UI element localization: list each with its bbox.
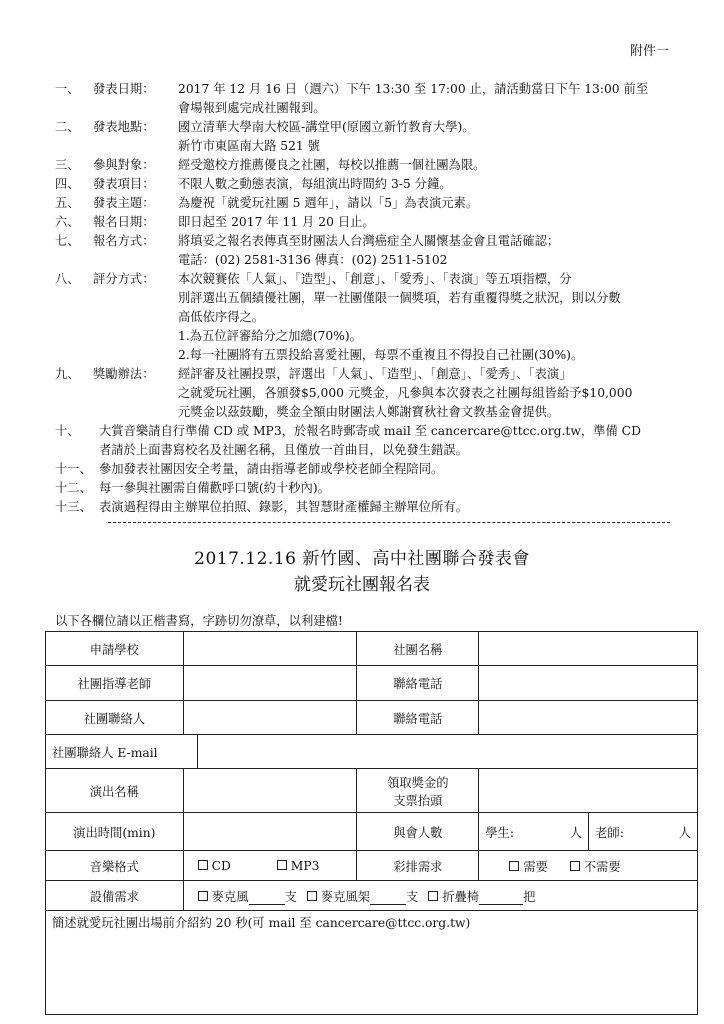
equipment-label: 設備需求: [46, 881, 184, 911]
need-checkbox[interactable]: [509, 861, 519, 871]
cd-checkbox[interactable]: [198, 860, 208, 870]
chair-qty-field[interactable]: [479, 904, 523, 905]
mp3-label: MP3: [290, 858, 320, 873]
intro-field[interactable]: [46, 911, 698, 1015]
performance-name-label: 演出名稱: [46, 769, 184, 813]
rule-item: [55, 118, 685, 156]
form-row-contact: [46, 701, 698, 735]
duration-label: 演出時間(min): [46, 813, 184, 851]
mp3-checkbox[interactable]: [277, 860, 287, 870]
rule-item: [55, 479, 685, 498]
dashed-divider: [108, 522, 670, 523]
rule-item: [55, 270, 685, 365]
rule-body: [99, 460, 685, 479]
rule-number: 五、: [55, 196, 80, 210]
chair-label: 折疊椅: [442, 889, 480, 904]
rule-body: [178, 80, 685, 118]
rule-item: [55, 175, 685, 194]
mic-stand-qty-field[interactable]: [370, 904, 406, 905]
chair-checkbox[interactable]: [428, 891, 438, 901]
advisor-field[interactable]: [183, 666, 357, 701]
rule-body: [178, 213, 685, 232]
form-row-equipment: [46, 881, 698, 911]
club-name-label: 社團名稱: [357, 632, 479, 666]
cheque-title-label: [357, 769, 479, 813]
cheque-title-field[interactable]: [479, 769, 698, 813]
rule-line: 即日起至 2017 年 11 月 20 日止。: [178, 215, 375, 229]
rule-number: 十二、: [55, 481, 92, 495]
rule-line: 經評審及社團投票，評選出「人氣」、「造型」、「創意」、「愛秀」、「表演」: [178, 367, 572, 381]
form-subtitle: 就愛玩社團報名表: [294, 575, 430, 595]
rule-label: 發表主題：: [93, 196, 155, 210]
form-row-duration: [46, 813, 698, 851]
rule-item: [55, 80, 685, 118]
rule-line: 本次競賽依「人氣」、「造型」、「創意」、「愛秀」、「表演」等五項指標，分: [178, 272, 572, 286]
rule-item: [55, 232, 685, 270]
rule-item: [55, 460, 685, 479]
rule-line: 電話：(02) 2581-3136 傳真：(02) 2511-5102: [178, 253, 448, 267]
rule-body: [178, 270, 685, 365]
mic-label: 麥克風: [211, 889, 249, 904]
school-field[interactable]: [183, 632, 357, 666]
rule-line: 將填妥之報名表傳真至財團法人台灣癌症全人關懷基金會且電話確認；: [178, 234, 560, 248]
no-need-checkbox[interactable]: [570, 861, 580, 871]
rule-line: 大賞音樂請自行準備 CD 或 MP3，於報名時郵寄或 mail 至 cancercare@ttcc.org.tw，準備 CD: [99, 424, 641, 438]
phone2-field[interactable]: [479, 701, 698, 735]
rule-line: 每一參與社團需自備歡呼口號(約十秒內)。: [99, 481, 330, 495]
need-label: 需要: [523, 859, 548, 874]
rule-item: [55, 365, 685, 422]
phone2-label: 聯絡電話: [357, 701, 479, 735]
cheque-title-line2: 支票抬頭: [393, 793, 443, 808]
rule-number: 六、: [55, 215, 80, 229]
rule-item: [55, 156, 685, 175]
advisor-label: 社團指導老師: [46, 666, 184, 701]
phone1-field[interactable]: [479, 666, 698, 701]
rule-line: 表演過程得由主辦單位拍照、錄影，其智慧財產權歸主辦單位所有。: [99, 500, 468, 514]
equipment-options: [183, 881, 697, 911]
music-format-options: [183, 851, 357, 881]
rule-label: 參與對象：: [93, 158, 155, 172]
intro-label: 簡述就愛玩社團出場前介紹約 20 秒(可 mail 至 cancercare@ttcc.org.tw): [52, 916, 471, 930]
contact-field[interactable]: [183, 701, 357, 735]
mic-unit: 支: [284, 889, 297, 904]
rule-body: [178, 118, 685, 156]
cd-label: CD: [211, 858, 231, 873]
rule-label: 發表項目：: [93, 177, 155, 191]
rule-line: 之就愛玩社團，各頒發$5,000 元獎金，凡參與本次發表之社團每組皆給予$10,000: [178, 386, 633, 400]
phone1-label: 聯絡電話: [357, 666, 479, 701]
rule-item: [55, 213, 685, 232]
school-label: 申請學校: [46, 632, 184, 666]
form-row-intro: [46, 911, 698, 1015]
form-row-performance: [46, 769, 698, 813]
mic-qty-field[interactable]: [249, 904, 285, 905]
rule-line: 高低依序得之。: [178, 310, 265, 324]
rule-line: 者請於上面書寫校名及社團名稱，且僅放一首曲目，以免發生錯誤。: [99, 443, 468, 457]
mic-stand-label: 麥克風架: [320, 889, 370, 904]
rule-label: 報名方式：: [93, 234, 155, 248]
mic-stand-checkbox[interactable]: [307, 891, 317, 901]
form-title: 2017.12.16 新竹國、高中社團聯合發表會: [194, 549, 530, 569]
rule-body: [178, 232, 685, 270]
rule-number: 八、: [55, 272, 80, 286]
students-label: 學生:: [485, 825, 514, 840]
students-field[interactable]: [479, 813, 589, 851]
rule-label: 評分方式：: [93, 272, 155, 286]
rule-body: [178, 194, 685, 213]
rule-line: 2.每一社團將有五票投給喜愛社團，每票不重複且不得投自己社團(30%)。: [178, 348, 584, 362]
mic-checkbox[interactable]: [198, 891, 208, 901]
rule-body: [178, 156, 685, 175]
rule-number: 一、: [55, 82, 80, 96]
teachers-unit: 人: [678, 825, 691, 840]
email-field[interactable]: [197, 735, 697, 769]
rule-body: [99, 479, 685, 498]
rule-number: 十、: [55, 424, 80, 438]
music-format-label: 音樂格式: [46, 851, 184, 881]
form-row-school: [46, 632, 698, 666]
attendees-label: 與會人數: [357, 813, 479, 851]
rule-line: 國立清華大學南大校區-講堂甲(原國立新竹教育大學)。: [178, 120, 475, 134]
cheque-title-line1: 領取獎金的: [387, 775, 449, 790]
rule-body: [178, 365, 685, 422]
rule-label: 發表日期：: [93, 82, 155, 96]
rules-list: [55, 80, 685, 517]
rule-body: [178, 175, 685, 194]
chair-unit: 把: [523, 889, 536, 904]
students-unit: 人: [569, 825, 583, 840]
duration-field[interactable]: [183, 813, 357, 851]
rule-label: 發表地點：: [93, 120, 155, 134]
email-label: 社團聯絡人 E-mail: [46, 735, 198, 769]
form-row-email: [46, 735, 698, 769]
rule-number: 十三、: [55, 500, 92, 514]
rule-line: 元獎金以茲鼓勵，獎金全額由財團法人鄭謝寶秋社會文教基金會提供。: [178, 405, 560, 419]
rule-number: 二、: [55, 120, 80, 134]
rehearsal-options: [479, 851, 698, 881]
no-need-label: 不需要: [583, 859, 621, 874]
rule-item: [55, 498, 685, 517]
rule-line: 別評選出五個績優社團，單一社團僅限一個獎項，若有重覆得獎之狀況，則以分數: [178, 291, 621, 305]
rule-label: 獎勵辦法：: [93, 367, 155, 381]
rule-label: 報名日期：: [93, 215, 155, 229]
rule-line: 不限人數之動態表演，每組演出時間約 3-5 分鐘。: [178, 177, 452, 191]
rule-line: 為慶祝「就愛玩社團 5 週年」，請以「5」為表演元素。: [178, 196, 479, 210]
contact-label: 社團聯絡人: [46, 701, 184, 735]
form-note: 以下各欄位請以正楷書寫，字跡切勿潦草，以利建檔!: [55, 614, 343, 628]
rule-body: [99, 422, 685, 460]
rule-line: 2017 年 12 月 16 日（週六）下午 13:30 至 17:00 止，請活動當日下午 13:00 前至: [178, 82, 649, 96]
performance-name-field[interactable]: [183, 769, 357, 813]
club-name-field[interactable]: [479, 632, 698, 666]
rule-number: 四、: [55, 177, 80, 191]
rule-line: 參加發表社團因安全考量，請由指導老師或學校老師全程陪同。: [99, 462, 444, 476]
rule-item: [55, 422, 685, 460]
teachers-field[interactable]: [589, 813, 698, 851]
rule-line: 1.為五位評審給分之加總(70%)。: [178, 329, 362, 343]
annex-label: 附件一: [629, 44, 669, 59]
rule-number: 十一、: [55, 462, 92, 476]
rule-line: 新竹市東區南大路 521 號: [178, 139, 320, 153]
mic-stand-unit: 支: [405, 889, 419, 904]
registration-form: [45, 631, 698, 1015]
rule-number: 七、: [55, 234, 80, 248]
rule-number: 三、: [55, 158, 80, 172]
form-row-music: [46, 851, 698, 881]
rehearsal-label: 彩排需求: [357, 851, 479, 881]
rule-line: 會場報到處完成社團報到。: [178, 101, 326, 115]
rule-number: 九、: [55, 367, 80, 381]
teachers-label: 老師:: [595, 825, 624, 840]
rule-item: [55, 194, 685, 213]
form-row-advisor: [46, 666, 698, 701]
rule-body: [99, 498, 685, 517]
rule-line: 經受邀校方推薦優良之社團，每校以推薦一個社團為限。: [178, 158, 486, 172]
